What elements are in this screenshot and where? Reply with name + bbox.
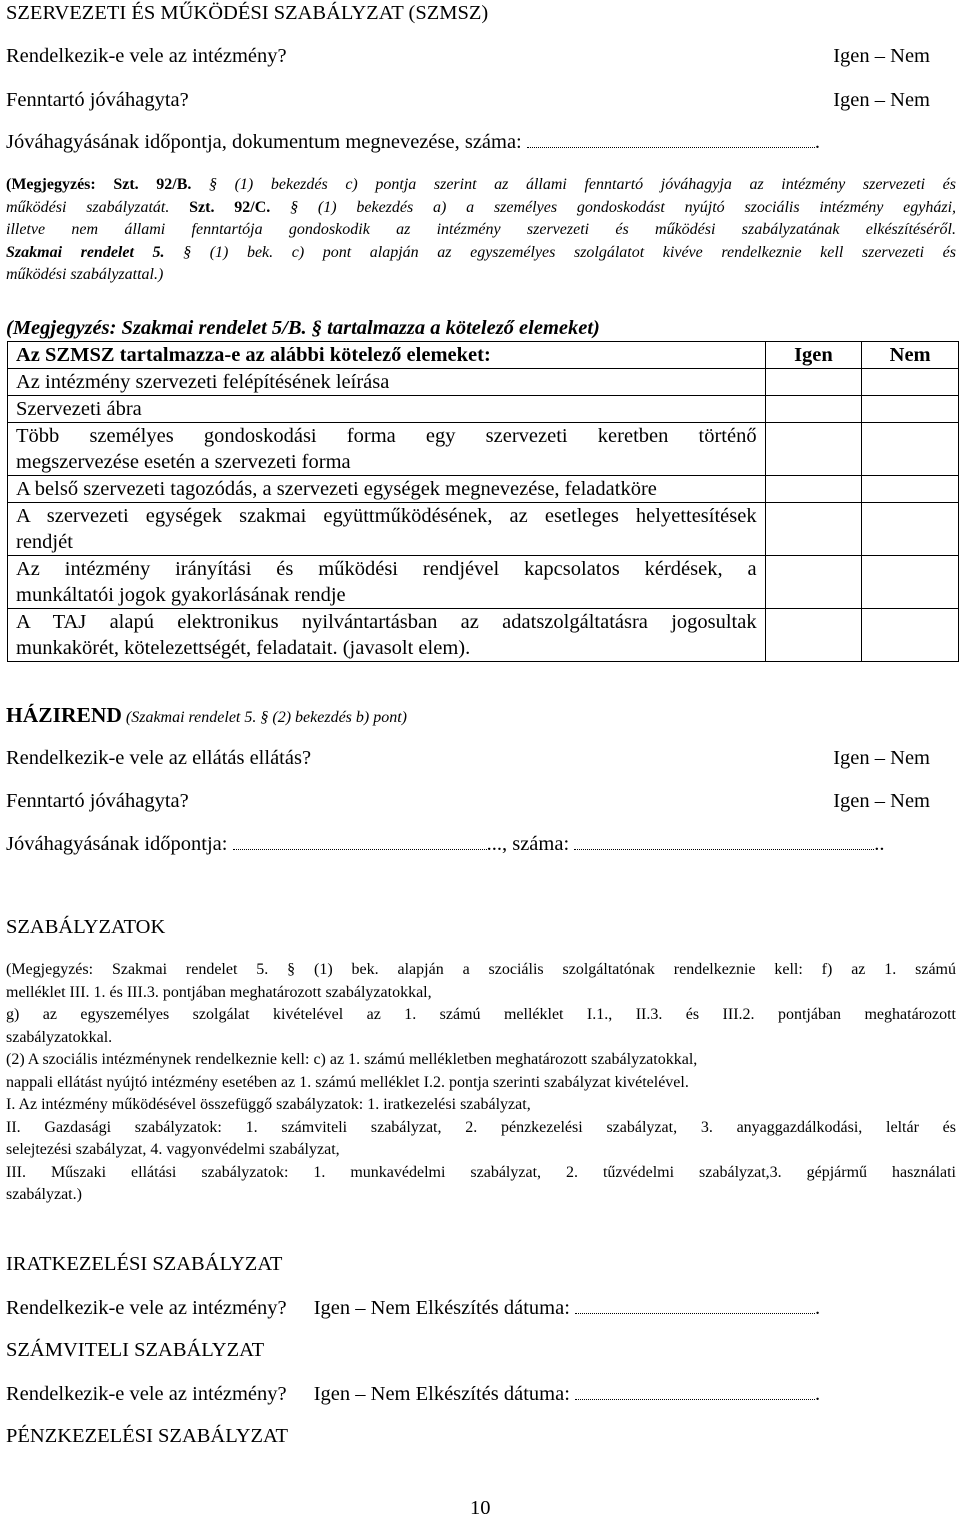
szmsz-title: SZERVEZETI ÉS MŰKÖDÉSI SZABÁLYZAT (SZMSZ) (6, 2, 489, 24)
cell-no[interactable] (862, 369, 959, 396)
table-row: A TAJ alapú elektronikus nyilvántartásban az adatszolgáltatásra jogosultak munkakörét, kötelezettségét, feladatait. (javasolt elem). (8, 609, 959, 662)
cell-no[interactable] (862, 396, 959, 423)
szamviteli-yes-no[interactable]: Igen – Nem Elkészítés dátuma: (313, 1383, 570, 1405)
iratkezelesi-date-field[interactable] (575, 1299, 815, 1314)
table-row: Az intézmény szervezeti felépítésének leírása (8, 369, 959, 396)
iratkezelesi-row: Rendelkezik-e vele az intézmény? Igen – Nem Elkészítés dátuma: . (6, 1297, 821, 1319)
szmsz-note-required: (Megjegyzés: Szakmai rendelet 5/B. § tartalmazza a kötelező elemeket) (6, 317, 600, 339)
requirements-table (7, 341, 959, 662)
table-row: Több személyes gondoskodási forma egy szervezeti keretben történő megszervezése esetén a szervezeti forma (8, 423, 959, 476)
hazirend-q-approved: Fenntartó jóváhagyta? (6, 790, 189, 812)
szmsz-note: (Megjegyzés: Szt. 92/B. § (1) bekezdés c) pontja szerint az állami fenntartó jóváhagyja az intézmény szervezeti és működési szabályzatát. Szt. 92/C. § (1) bekezdés a) a személyes gondoskodást nyújtó szociális intézmény egyházi, illetve nem állami fenntartója gondoskodik az intézmény szervezeti és működési szabályzatának elkészítéséről. Szakmai rendelet 5. § (1) bek. c) pont alapján az egyszemélyes szolgálatot kivéve rendelkeznie kell szervezeti és működési szabályzattal.) (6, 176, 957, 283)
table-header-yes: Igen (765, 342, 862, 369)
hazirend-q-date: Jóváhagyásának időpontja: ..., száma: .. (6, 833, 885, 855)
szmsz-q-approved: Fenntartó jóváhagyta? (6, 89, 189, 111)
cell-yes[interactable] (765, 556, 862, 609)
hazirend-q-has: Rendelkezik-e vele az ellátás ellátás? (6, 747, 312, 769)
szamviteli-date-field[interactable] (575, 1385, 815, 1400)
cell-no[interactable] (862, 423, 959, 476)
szamviteli-row: Rendelkezik-e vele az intézmény? Igen – Nem Elkészítés dátuma: . (6, 1383, 821, 1405)
hazirend-number-field[interactable] (574, 835, 874, 850)
iratkezelesi-yes-no[interactable]: Igen – Nem Elkészítés dátuma: (313, 1297, 570, 1319)
cell-yes[interactable] (765, 476, 862, 503)
cell-no[interactable] (862, 476, 959, 503)
table-header-row (8, 342, 959, 369)
cell-no[interactable] (862, 609, 959, 662)
iratkezelesi-title: IRATKEZELÉSI SZABÁLYZAT (6, 1253, 283, 1275)
szmsz-q-has: Rendelkezik-e vele az intézmény? (6, 45, 287, 67)
szmsz-yes-no-2[interactable]: Igen – Nem (833, 89, 930, 111)
hazirend-date-field[interactable] (233, 835, 487, 850)
cell-yes[interactable] (765, 423, 862, 476)
szmsz-q-date: Jóváhagyásának időpontja, dokumentum megnevezése, száma: . (6, 131, 821, 153)
cell-no[interactable] (862, 556, 959, 609)
cell-yes[interactable] (765, 503, 862, 556)
cell-yes[interactable] (765, 396, 862, 423)
hazirend-yes-no-2[interactable]: Igen – Nem (833, 790, 930, 812)
szmsz-yes-no-1[interactable]: Igen – Nem (833, 45, 930, 67)
szamviteli-title: SZÁMVITELI SZABÁLYZAT (6, 1339, 265, 1361)
table-row: Szervezeti ábra (8, 396, 959, 423)
szmsz-date-field[interactable] (527, 133, 815, 148)
table-row: Az intézmény irányítási és működési rendjével kapcsolatos kérdések, a munkáltatói jogok gyakorlásának rendje (8, 556, 959, 609)
hazirend-yes-no-1[interactable]: Igen – Nem (833, 747, 930, 769)
table-header-label: Az SZMSZ tartalmazza-e az alábbi kötelező elemeket: (8, 342, 766, 369)
szabalyzatok-title: SZABÁLYZATOK (6, 916, 166, 938)
page-number: 10 (470, 1497, 491, 1519)
cell-yes[interactable] (765, 369, 862, 396)
table-row: A belső szervezeti tagozódás, a szervezeti egységek megnevezése, feladatköre (8, 476, 959, 503)
table-row: A szervezeti egységek szakmai együttműködésének, az esetleges helyettesítések rendjét (8, 503, 959, 556)
penzkezelesi-title: PÉNZKEZELÉSI SZABÁLYZAT (6, 1425, 289, 1447)
cell-yes[interactable] (765, 609, 862, 662)
cell-no[interactable] (862, 503, 959, 556)
table-header-no: Nem (862, 342, 959, 369)
szabalyzatok-note: (Megjegyzés: Szakmai rendelet 5. § (1) bek. alapján a szociális szolgáltatónak rendelkeznie kell: f) az 1. számú melléklet III. 1. és III.3. pontjában meghatározott szabályzatokkal, g) az egyszemélyes szolgálat kivételével az 1. számú melléklet I.1., II.3. és III.2. pontjában meghatározott szabályzatokkal. (2) A szociális intézménynek rendelkeznie kell: c) az 1. számú mellékletben meghatározott szabályzatokkal, nappali ellátást nyújtó intézmény esetében az 1. számú melléklet I.2. pontja szerinti szabályzat kivételével. I. Az intézmény működésével összefüggő szabályzatok: 1. iratkezelési szabályzat, II. Gazdasági szabályzatok: 1. számviteli szabályzat, 2. pénzkezelési szabályzat, 3. anyaggazdálkodási, leltár és selejtezési szabályzat, 4. vagyonvédelmi szabályzat, III. Műszaki ellátási szabályzatok: 1. munkavédelmi szabályzat, 2. tűzvédelmi szabályzat,3. gépjármű használati szabályzat.) (6, 961, 956, 1203)
hazirend-heading: HÁZIREND (Szakmai rendelet 5. § (2) bekezdés b) pont) (6, 703, 407, 727)
